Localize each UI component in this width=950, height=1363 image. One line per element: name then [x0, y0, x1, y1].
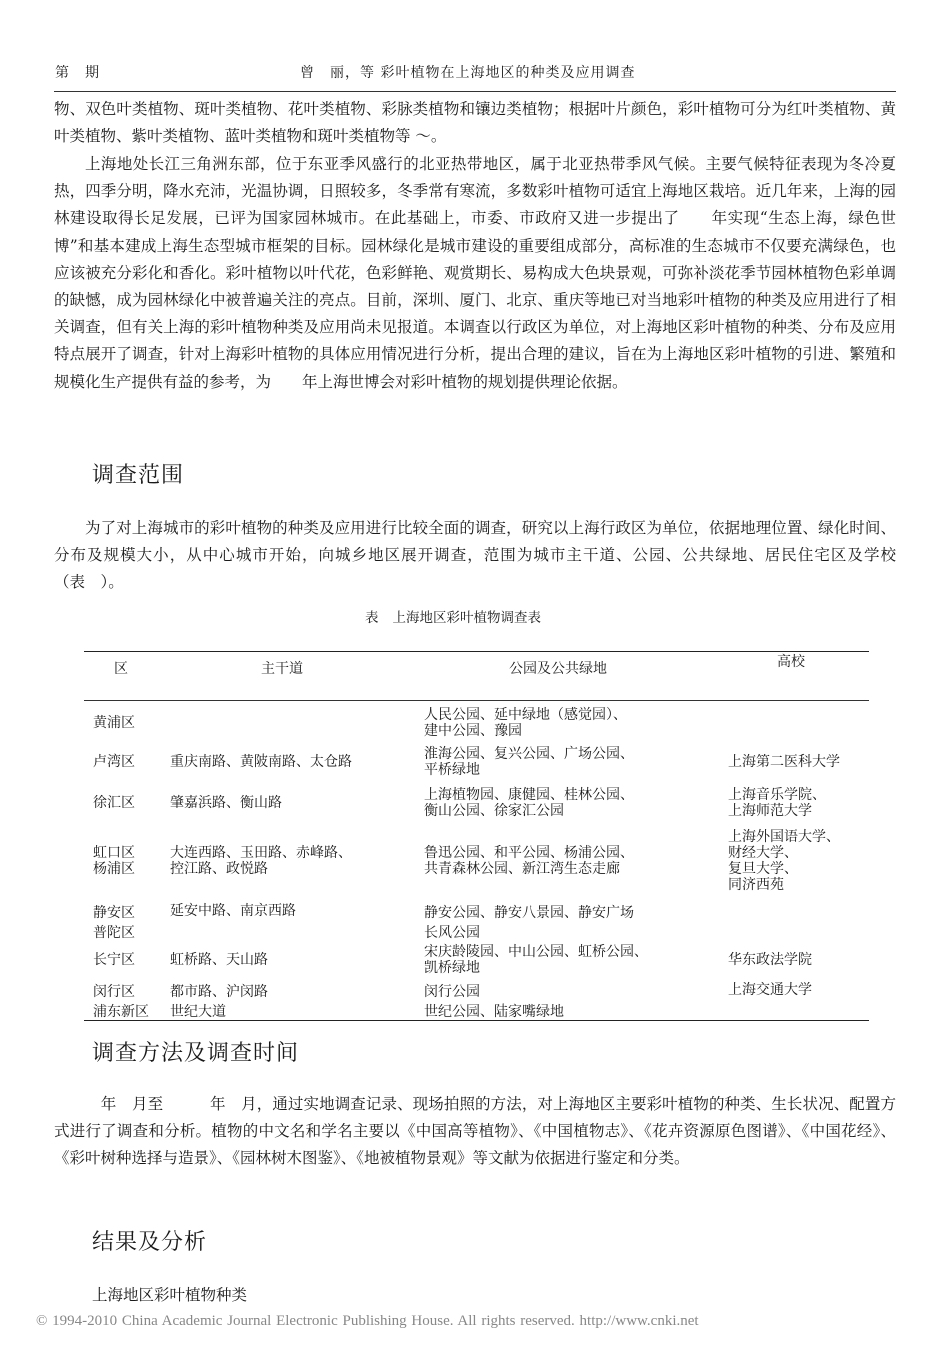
table-header-rule — [84, 700, 869, 701]
running-header-title: 曾 丽，等 彩叶植物在上海地区的种类及应用调查 — [300, 65, 636, 81]
section-title-scope: 调查范围 — [92, 463, 185, 488]
cell-parks: 鲁迅公园、和平公园、杨浦公园、 共青森林公园、新江湾生态走廊 — [424, 845, 634, 877]
table-label: 表 — [365, 610, 379, 626]
cell-parks: 宋庆龄陵园、中山公园、虹桥公园、 凯桥绿地 — [424, 944, 648, 976]
header-rule — [54, 91, 896, 92]
table-bottom-rule — [84, 1020, 869, 1021]
cell-district: 卢湾区 — [93, 754, 135, 770]
cell-parks: 淮海公园、复兴公园、广场公园、 平桥绿地 — [424, 746, 634, 778]
intro-paragraph: 上海地处长江三角洲东部，位于东亚季风盛行的北亚热带地区，属于北亚热带季风气候。主要气候特征表现为冬冷夏热，四季分明，降水充沛，光温协调，日照较多，冬季常有寒流，多数彩叶植物可适宜上海地区栽培。近几年来，上海的园林建设取得长足发展，已评为国家园林城市。在此基础上，市委、市政府又进一步提出了 年实现“生态上海，绿色世博”和基本建成上海生态型城市框架的目标。园林绿化是城市建设的重要组成部分，高标准的生态城市不仅要充满绿色，也应该被充分彩化和香化。彩叶植物以叶代花，色彩鲜艳、观赏期长、易构成大色块景观，可弥补淡花季节园林植物色彩单调的缺憾，成为园林绿化中被普遍关注的亮点。目前，深圳、厦门、北京、重庆等地已对当地彩叶植物的种类及应用进行了相关调查，但有关上海的彩叶植物种类及应用尚未见报道。本调查以行政区为单位，对上海地区彩叶植物的种类、分布及应用特点展开了调查，针对上海彩叶植物的具体应用情况进行分析，提出合理的建议，旨在为上海地区彩叶植物的引进、繁殖和规模化生产提供有益的参考，为 年上海世博会对彩叶植物的规划提供理论依据。 — [54, 155, 896, 391]
table-header-parks: 公园及公共绿地 — [509, 661, 607, 677]
cell-colleges: 上海第二医科大学 — [728, 754, 840, 770]
cell-roads: 重庆南路、黄陂南路、太仓路 — [170, 754, 352, 770]
section-title-results: 结果及分析 — [92, 1230, 208, 1255]
cell-roads: 虹桥路、天山路 — [170, 952, 268, 968]
cell-district: 长宁区 — [93, 952, 135, 968]
table-top-rule — [84, 651, 869, 652]
table-header-colleges: 高校 — [777, 654, 805, 670]
cell-colleges: 上海外国语大学、 财经大学、 复旦大学、 同济西苑 — [728, 829, 840, 893]
cell-district: 徐汇区 — [93, 795, 135, 811]
cell-roads: 都市路、沪闵路 世纪大道 — [170, 984, 268, 1020]
table-caption — [365, 606, 555, 626]
method-paragraph: 年 月至 年 月，通过实地调查记录、现场拍照的方法，对上海地区主要彩叶植物的种类、生长状况、配置方式进行了调查和分析。植物的中文名和学名主要以《中国高等植物》、《中国植物志》、《花卉资源原色图谱》、《中国花经》、《彩叶树种选择与造景》、《园林树木图鉴》、《地被植物景观》等文献为依据进行鉴定和分类。 — [54, 1095, 896, 1168]
table-header-district: 区 — [114, 661, 128, 677]
survey-table — [84, 651, 869, 1021]
cell-district: 静安区 普陀区 — [93, 905, 135, 941]
cell-district: 闵行区 浦东新区 — [93, 984, 149, 1020]
cell-colleges: 上海交通大学 — [728, 982, 812, 998]
cell-parks: 上海植物园、康健园、桂林公园、 衡山公园、徐家汇公园 — [424, 787, 634, 819]
intro-continuation: 物、双色叶类植物、斑叶类植物、花叶类植物、彩脉类植物和镶边类植物；根据叶片颜色，彩叶植物可分为红叶类植物、黄叶类植物、紫叶类植物、蓝叶类植物和斑叶类植物等 ～。 — [54, 100, 896, 146]
cell-district: 黄浦区 — [93, 715, 135, 731]
cell-parks: 闵行公园 世纪公园、陆家嘴绿地 — [424, 984, 564, 1020]
cell-district: 虹口区 杨浦区 — [93, 845, 135, 877]
copyright-footer: © 1994-2010 China Academic Journal Electronic Publishing House. All rights reserved. http://www.cnki.net — [36, 1313, 699, 1329]
section-title-method: 调查方法及调查时间 — [92, 1041, 300, 1066]
table-title: 上海地区彩叶植物调查表 — [392, 610, 541, 626]
cell-roads: 大连西路、玉田路、赤峰路、 控江路、政悦路 — [170, 845, 352, 877]
subsection-title-species: 上海地区彩叶植物种类 — [92, 1286, 248, 1304]
cell-roads: 延安中路、南京西路 — [170, 903, 296, 919]
cell-colleges: 华东政法学院 — [728, 952, 812, 968]
running-header-issue: 第 期 — [55, 65, 100, 81]
cell-parks: 静安公园、静安八景园、静安广场 长风公园 — [424, 905, 634, 941]
cell-parks: 人民公园、延中绿地（感觉园）、 建中公园、豫园 — [424, 707, 627, 739]
table-header-roads: 主干道 — [261, 661, 303, 677]
cell-colleges: 上海音乐学院、 上海师范大学 — [728, 787, 826, 819]
cell-roads: 肇嘉浜路、衡山路 — [170, 795, 282, 811]
scope-paragraph: 为了对上海城市的彩叶植物的种类及应用进行比较全面的调查，研究以上海行政区为单位，依据地理位置、绿化时间、分布及规模大小，从中心城市开始，向城乡地区展开调查，范围为城市主干道、公园、公共绿地、居民住宅区及学校（表 ）。 — [54, 519, 896, 592]
